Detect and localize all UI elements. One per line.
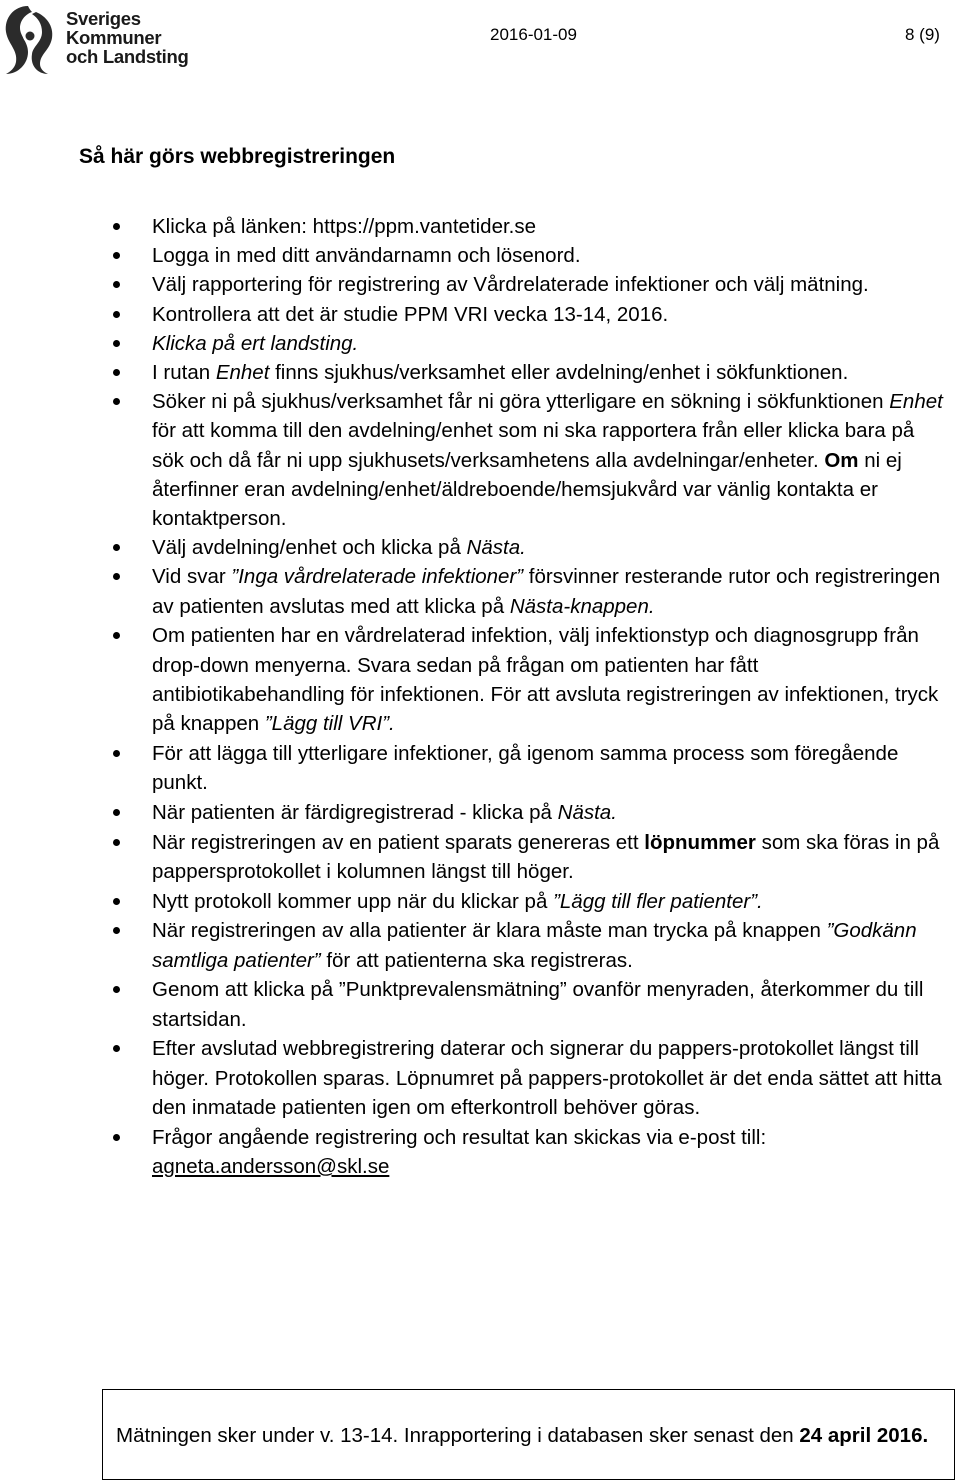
list-item: I rutan Enhet finns sjukhus/verksamhet eller avdelning/enhet i sökfunktionen. (0, 358, 960, 387)
list-item: Om patienten har en vårdrelaterad infektion, välj infektionstyp och diagnosgrupp från drop-down menyerna. Svara sedan på frågan om patienten har fått antibiotikabehandling för infektionen. För att avsluta registreringen av infektionen, tryck på knappen ”Lägg till VRI”. (0, 621, 960, 738)
list-item: Klicka på ert landsting. (0, 329, 960, 358)
list-item: När registreringen av en patient sparats genereras ett löpnummer som ska föras in på pappersprotokollet i kolumnen längst till höger. (0, 828, 960, 886)
list-item: Logga in med ditt användarnamn och lösenord. (0, 241, 960, 270)
list-item: När patienten är färdigregistrerad - klicka på Nästa. (0, 798, 960, 827)
list-item: Nytt protokoll kommer upp när du klickar på ”Lägg till fler patienter”. (0, 887, 960, 916)
list-item: Frågor angående registrering och resultat kan skickas via e-post till: agneta.andersson@skl.se (0, 1123, 960, 1181)
instruction-list (0, 212, 960, 1181)
logo-line-1: Sveriges (66, 8, 141, 29)
list-item: Efter avslutad webbregistrering daterar och signerar du pappers-protokollet längst till höger. Protokollen sparas. Löpnumret på pappers-protokollet är det enda sättet att hitta den inmatade patienten igen om efterkontroll behöver göras. (0, 1034, 960, 1122)
logo-line-2: Kommuner (66, 27, 162, 48)
page-title: Så här görs webbregistreringen (79, 145, 396, 168)
list-item: Välj avdelning/enhet och klicka på Nästa. (0, 533, 960, 562)
logo-mark-icon (0, 2, 58, 76)
notice-text: Mätningen sker under v. 13-14. Inrapportering i databasen sker senast den (116, 1424, 800, 1447)
contact-email-link[interactable]: agneta.andersson@skl.se (152, 1154, 390, 1178)
page-number: 8 (9) (905, 25, 940, 44)
list-item: För att lägga till ytterligare infektioner, gå igenom samma process som föregående punkt. (0, 739, 960, 797)
organization-logo (0, 0, 200, 78)
deadline-notice-box (102, 1389, 955, 1480)
list-item: Välj rapportering för registrering av Vårdrelaterade infektioner och välj mätning. (0, 270, 960, 299)
list-item: Söker ni på sjukhus/verksamhet får ni göra ytterligare en sökning i sökfunktionen Enhet för att komma till den avdelning/enhet som ni ska rapportera från eller klicka bara på sök och då får ni upp sjukhusets/verksamhetens alla avdelningar/enheter. Om ni ej återfinner eran avdelning/enhet/äldreboende/hemsjukvård var vänlig kontakta er kontaktperson. (0, 387, 960, 533)
notice-deadline: 24 april 2016. (799, 1424, 929, 1447)
logo-line-3: och Landsting (66, 46, 189, 67)
list-item: Kontrollera att det är studie PPM VRI vecka 13-14, 2016. (0, 300, 960, 329)
document-date: 2016-01-09 (490, 25, 577, 44)
list-item: Vid svar ”Inga vårdrelaterade infektioner” försvinner resterande rutor och registreringen av patienten avslutas med att klicka på Nästa-knappen. (0, 562, 960, 620)
list-item: Genom att klicka på ”Punktprevalensmätning” ovanför menyraden, återkommer du till startsidan. (0, 975, 960, 1033)
list-item: Klicka på länken: https://ppm.vantetider.se (0, 212, 960, 241)
list-item: När registreringen av alla patienter är klara måste man trycka på knappen ”Godkänn samtliga patienter” för att patienterna ska registreras. (0, 916, 960, 974)
